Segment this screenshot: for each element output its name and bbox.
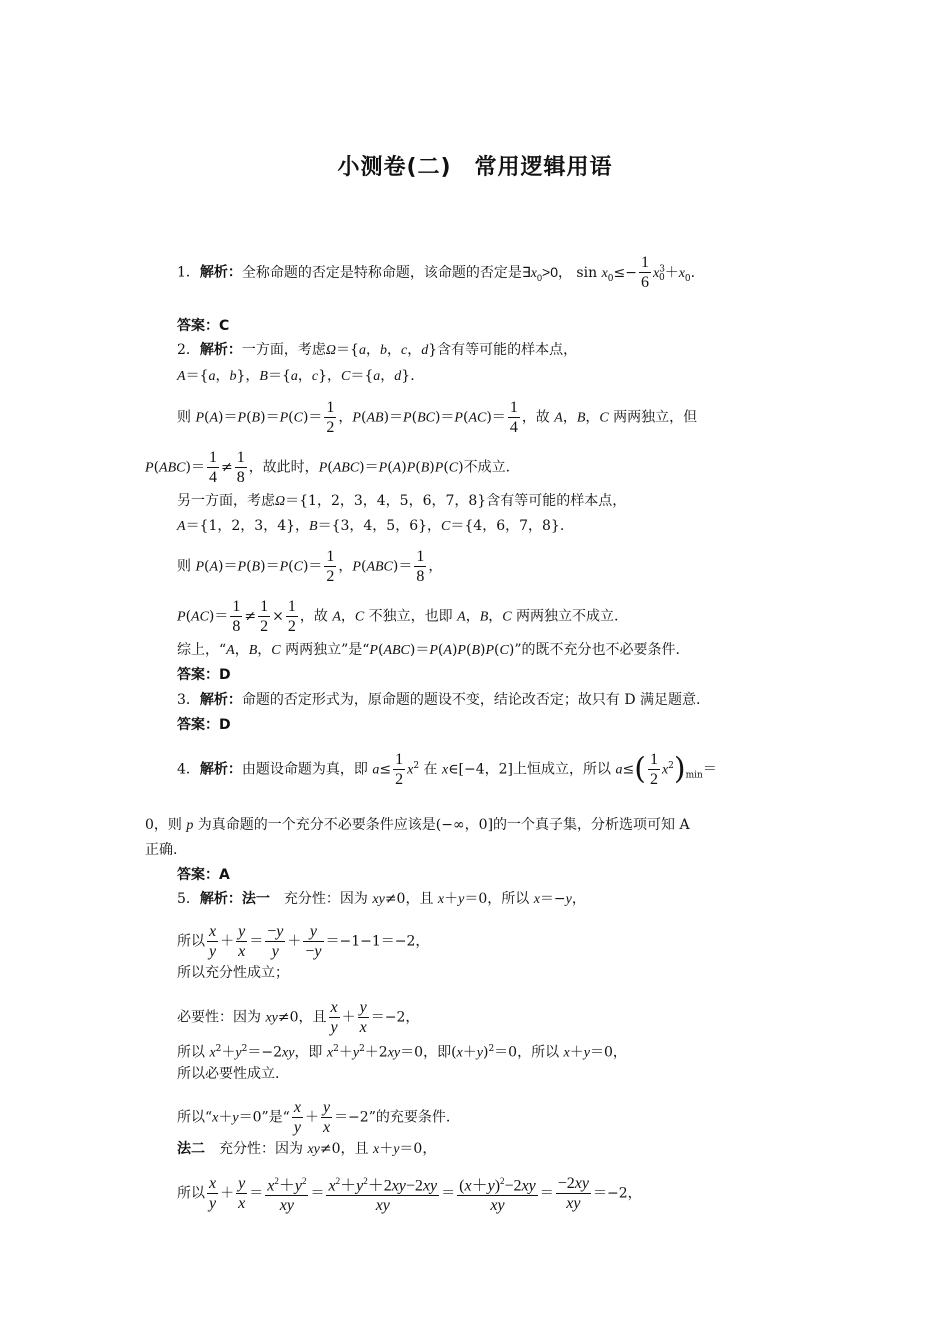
q5-label: 解析： xyxy=(199,891,242,907)
q1-text: 全称命题的否定是特称命题，该命题的否定是$\exists x_0>0$， $\sin x_0\le-$ $\frac{1}{6}$ $x^3_0+x_0$. xyxy=(241,254,696,291)
q3-solution xyxy=(177,689,701,711)
q5-line-5: 所以 $x^2+y^2=-2xy$，即 $x^2+y^2+2xy=0$，即$(x+y)^2=0$，所以 x＋y＝0， xyxy=(177,1044,627,1061)
q4-line-2: 0，则 p 为真命题的一个充分不必要条件应该是(−∞，0]的一个真子集，分析选项可知 A xyxy=(145,817,690,833)
q4-line-1: 4．解析：由题设命题为真，即 a≤ $\frac{1}{2}$ $x^2$ 在 x∈[−4，2]上恒成立，所以 a≤( $\frac{1}{2}$ $x^2)_{min}=$ xyxy=(177,751,717,788)
q4-label: 解析： xyxy=(199,761,242,778)
q5-line-9: 所以 $\frac{x}{y}$ ＋ $\frac{y}{x}$ ＝ $\frac{x^2+y^2}{xy}$ ＝ $\frac{x^2+y^2+2xy-2xy}{xy}$ ＝ $\frac{(x+y)^2-2xy}{xy}$ ＝ $\frac{-2xy}{xy}$ ＝−2， xyxy=(177,1172,642,1215)
q5-line-7: 所以“x＋y＝0”是“ $\frac{x}{y}$ ＋ $\frac{y}{x}$ ＝−2”的充要条件. xyxy=(177,1099,451,1136)
q3-text: 命题的否定形式为，原命题的题设不变，结论改否定；故只有 D 满足题意. xyxy=(241,692,701,708)
q5-line-8: 法二 充分性：因为 xy≠0，且 x＋y＝0， xyxy=(177,1141,437,1157)
q4-answer: 答案：A xyxy=(177,867,230,883)
q2-line-2: A＝{a，b}，B＝{a，c}，C＝{a，d}. xyxy=(177,368,415,384)
q5-line-4: 必要性：因为 xy≠0，且 $\frac{x}{y}$ ＋ $\frac{y}{x}$ ＝−2， xyxy=(177,999,420,1036)
q5-line-2: 所以 $\frac{x}{y}$ ＋ $\frac{y}{x}$ ＝ $\frac{-y}{y}$ ＋ $\frac{y}{-y}$ ＝−1−1＝−2， xyxy=(177,923,430,960)
q3-label: 解析： xyxy=(199,692,242,708)
q2-answer: 答案：D xyxy=(177,667,231,683)
q5-line-6: 所以必要性成立. xyxy=(177,1066,280,1082)
q4-number: 4． xyxy=(177,761,200,778)
q4-line-3: 正确. xyxy=(145,842,178,858)
q2-number: 2． xyxy=(177,342,200,358)
q2-line-3: 则 P(A)＝P(B)＝P(C)＝ $\frac{1}{2}$ ，P(AB)＝P(BC)＝P(AC)＝ $\frac{1}{4}$ ，故 A，B，C 两两独立，但 xyxy=(177,399,698,436)
q5-number: 5． xyxy=(177,891,200,907)
q1-solution xyxy=(177,253,695,292)
q2-line-8: P(AC)＝ $\frac{1}{8}$ ≠ $\frac{1}{2}$ × $\frac{1}{2}$ ，故 A，C 不独立，也即 A，B，C 两两独立不成立. xyxy=(177,598,619,635)
q3-answer: 答案：D xyxy=(177,717,231,733)
q5-line-1: 5．解析：法一 充分性：因为 xy≠0，且 x＋y＝0，所以 x＝−y， xyxy=(177,891,586,907)
q2-line-5: 另一方面，考虑Ω＝{1，2，3，4，5，6，7，8}含有等可能的样本点， xyxy=(177,493,627,509)
q2-line-6: A＝{1，2，3，4}，B＝{3，4，5，6}，C＝{4，6，7，8}. xyxy=(177,518,565,534)
page-title: 小测卷(二) 常用逻辑用语 xyxy=(337,155,613,180)
q3-number: 3． xyxy=(177,692,200,708)
q1-answer: 答案：C xyxy=(177,318,230,334)
q2-line-4: P(ABC)＝ $\frac{1}{4}$ ≠ $\frac{1}{8}$ ，故此时，P(ABC)＝P(A)P(B)P(C)不成立. xyxy=(145,449,511,486)
q5-method-1: 法一 xyxy=(241,891,270,907)
q2-label: 解析： xyxy=(199,342,242,358)
q2-line-1: 2．解析：一方面，考虑Ω＝{a，b，c，d}含有等可能的样本点， xyxy=(177,342,578,358)
q5-method-2: 法二 xyxy=(177,1141,205,1157)
q2-line-9: 综上，“A，B，C 两两独立”是“P(ABC)＝P(A)P(B)P(C)”的既不充分也不必要条件. xyxy=(177,642,680,658)
q1-label: 解析： xyxy=(199,264,242,281)
q1-number: 1． xyxy=(177,264,200,281)
q2-line-7: 则 P(A)＝P(B)＝P(C)＝ $\frac{1}{2}$ ，P(ABC)＝ $\frac{1}{8}$ ， xyxy=(177,548,443,585)
q5-line-3: 所以充分性成立； xyxy=(177,965,289,981)
